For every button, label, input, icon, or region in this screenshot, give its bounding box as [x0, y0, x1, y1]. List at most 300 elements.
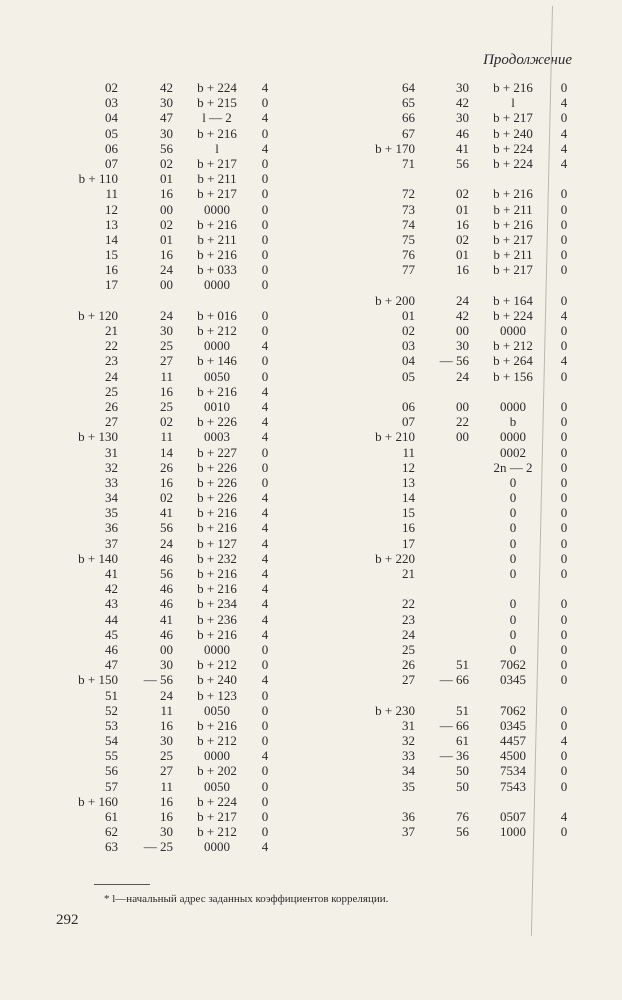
cell-flag: 4 — [560, 809, 568, 824]
cell-opcode: 11 — [160, 702, 173, 718]
cell-opcode: 42 — [456, 95, 469, 111]
cell-operand: 7062 — [500, 702, 526, 718]
table-row — [56, 839, 286, 854]
page-number: 292 — [56, 912, 79, 928]
cell-flag: 0 — [560, 80, 568, 95]
cell-address: b + 140 — [78, 550, 118, 566]
table-row — [357, 126, 577, 141]
cell-opcode: 01 — [456, 247, 469, 263]
cell-opcode: 30 — [160, 733, 173, 749]
cell-flag: 4 — [261, 550, 269, 566]
cell-address: 67 — [402, 125, 415, 141]
cell-operand: 0507 — [500, 809, 526, 824]
cell-address: 32 — [402, 733, 415, 749]
cell-operand: b + 211 — [197, 231, 237, 247]
cell-address: 23 — [105, 353, 118, 369]
cell-operand: b + 202 — [197, 763, 237, 779]
cell-operand: 0000 — [500, 429, 526, 445]
cell-opcode: 41 — [160, 505, 173, 521]
cell-flag: 4 — [560, 733, 568, 749]
cell-address: 47 — [105, 657, 118, 673]
cell-flag: 0 — [261, 155, 269, 171]
cell-address: 21 — [402, 566, 415, 581]
cell-operand: 0003 — [204, 429, 230, 445]
cell-operand: 7543 — [500, 778, 526, 794]
cell-operand: 0002 — [500, 444, 526, 460]
cell-opcode: 16 — [160, 247, 173, 263]
cell-address: b + 160 — [78, 793, 118, 809]
row-gap — [357, 581, 577, 596]
cell-opcode: 56 — [160, 520, 173, 536]
table-row — [56, 809, 286, 824]
cell-address: 31 — [402, 717, 415, 733]
table-row — [357, 414, 577, 429]
cell-address: 32 — [105, 459, 118, 475]
cell-operand: 0000 — [204, 277, 230, 293]
cell-flag: 0 — [560, 338, 568, 354]
cell-operand: b + 216 — [197, 626, 237, 642]
cell-operand: b + 264 — [493, 353, 533, 369]
cell-address: 15 — [402, 505, 415, 521]
cell-operand: 7062 — [500, 657, 526, 673]
cell-opcode: 02 — [160, 414, 173, 430]
cell-flag: 0 — [261, 277, 269, 293]
cell-operand: b + 211 — [197, 171, 237, 187]
cell-operand: 0050 — [204, 368, 230, 384]
cell-flag: 0 — [261, 778, 269, 794]
cell-opcode: 27 — [160, 353, 173, 369]
cell-operand: 0345 — [500, 672, 526, 688]
table-row — [357, 703, 577, 718]
cell-opcode: 56 — [456, 824, 469, 840]
cell-opcode: 46 — [160, 550, 173, 566]
cell-flag: 4 — [261, 338, 269, 354]
cell-opcode: 24 — [160, 687, 173, 703]
cell-opcode: 00 — [456, 323, 469, 338]
table-row — [56, 703, 286, 718]
cell-operand: 0050 — [204, 702, 230, 718]
cell-flag: 0 — [261, 717, 269, 733]
cell-flag: 0 — [560, 596, 568, 612]
cell-operand: b + 156 — [493, 368, 533, 384]
cell-opcode: 30 — [160, 824, 173, 840]
cell-flag: 0 — [560, 429, 568, 445]
table-row — [56, 460, 286, 475]
cell-operand: b + 212 — [197, 733, 237, 749]
cell-address: 14 — [105, 231, 118, 247]
cell-operand: 0345 — [500, 717, 526, 733]
cell-operand: 0 — [509, 535, 517, 551]
cell-operand: b + 227 — [197, 444, 237, 460]
cell-address: 17 — [105, 277, 118, 293]
cell-address: 35 — [402, 778, 415, 794]
table-row — [357, 657, 577, 672]
cell-address: 45 — [105, 626, 118, 642]
cell-address: 56 — [105, 763, 118, 779]
cell-operand: 2n — 2 — [493, 459, 533, 475]
cell-opcode: 14 — [160, 444, 173, 460]
cell-operand: b + 216 — [493, 80, 533, 95]
cell-opcode: 00 — [160, 277, 173, 293]
cell-address: 06 — [105, 140, 118, 156]
cell-address: b + 150 — [78, 672, 118, 688]
cell-opcode: 02 — [160, 216, 173, 232]
cell-address: 25 — [402, 641, 415, 657]
cell-operand: 0 — [509, 626, 517, 642]
cell-address: 74 — [402, 216, 415, 232]
cell-flag: 4 — [261, 383, 269, 399]
cell-flag: 0 — [261, 687, 269, 703]
cell-operand: b + 212 — [493, 338, 533, 354]
table-row — [56, 202, 286, 217]
cell-operand: b + 212 — [197, 657, 237, 673]
cell-flag: 0 — [560, 717, 568, 733]
cell-opcode: 16 — [160, 474, 173, 490]
cell-flag: 4 — [261, 566, 269, 581]
row-gap — [357, 277, 577, 292]
table-row — [357, 156, 577, 171]
cell-operand: b + 216 — [197, 383, 237, 399]
cell-opcode: 56 — [456, 155, 469, 171]
cell-address: 51 — [105, 687, 118, 703]
table-row — [56, 794, 286, 809]
table-row — [357, 186, 577, 201]
cell-opcode: 00 — [456, 398, 469, 414]
cell-operand: 7534 — [500, 763, 526, 779]
cell-opcode: 02 — [456, 186, 469, 202]
cell-opcode: — 56 — [439, 353, 469, 369]
table-row — [357, 338, 577, 353]
cell-address: 46 — [105, 641, 118, 657]
cell-flag: 4 — [261, 748, 269, 764]
table-row — [357, 672, 577, 687]
table-row — [56, 612, 286, 627]
cell-operand: b + 211 — [493, 201, 533, 217]
cell-opcode: 50 — [456, 763, 469, 779]
cell-flag: 0 — [261, 186, 269, 202]
cell-opcode: 51 — [456, 702, 469, 718]
cell-flag: 4 — [261, 414, 269, 430]
cell-opcode: 41 — [456, 140, 469, 156]
cell-address: 12 — [105, 201, 118, 217]
cell-flag: 0 — [261, 702, 269, 718]
cell-opcode: 46 — [160, 596, 173, 612]
cell-address: 04 — [402, 353, 415, 369]
table-row — [357, 399, 577, 414]
cell-opcode: 30 — [456, 110, 469, 126]
table-row — [357, 763, 577, 778]
cell-operand: b + 216 — [197, 216, 237, 232]
table-row — [56, 232, 286, 247]
cell-address: 17 — [402, 535, 415, 551]
cell-address: 63 — [105, 839, 118, 855]
program-table-left — [56, 80, 286, 855]
table-row — [357, 551, 577, 566]
cell-operand: b + 236 — [197, 611, 237, 627]
cell-flag: 0 — [261, 95, 269, 111]
table-row — [56, 247, 286, 262]
table-row — [357, 520, 577, 535]
cell-opcode: 16 — [456, 262, 469, 278]
cell-flag: 4 — [560, 125, 568, 141]
cell-address: 36 — [105, 520, 118, 536]
table-row — [56, 445, 286, 460]
cell-opcode: 61 — [456, 733, 469, 749]
table-row — [357, 445, 577, 460]
cell-address: 37 — [402, 824, 415, 840]
cell-operand: 0 — [509, 550, 517, 566]
cell-operand: 0010 — [204, 398, 230, 414]
cell-flag: 0 — [560, 201, 568, 217]
cell-operand: b + 217 — [493, 231, 533, 247]
cell-operand: 0000 — [204, 748, 230, 764]
cell-operand: b + 216 — [197, 505, 237, 521]
table-row — [56, 323, 286, 338]
cell-address: 11 — [402, 444, 415, 460]
table-row — [56, 399, 286, 414]
table-row — [357, 110, 577, 125]
cell-address: 65 — [402, 95, 415, 111]
cell-address: 05 — [402, 368, 415, 384]
table-row — [56, 171, 286, 186]
cell-flag: 4 — [560, 140, 568, 156]
cell-flag: 0 — [261, 216, 269, 232]
cell-address: 34 — [105, 490, 118, 506]
table-row — [357, 612, 577, 627]
table-row — [56, 505, 286, 520]
table-row — [56, 475, 286, 490]
table-row — [56, 627, 286, 642]
cell-flag: 0 — [560, 505, 568, 521]
cell-opcode: 42 — [456, 307, 469, 323]
cell-address: 54 — [105, 733, 118, 749]
cell-address: 33 — [402, 748, 415, 764]
cell-flag: 0 — [261, 824, 269, 840]
cell-address: 64 — [402, 80, 415, 95]
cell-opcode: 46 — [456, 125, 469, 141]
cell-address: 23 — [402, 611, 415, 627]
cell-operand: b — [509, 414, 517, 430]
cell-address: 03 — [105, 95, 118, 111]
cell-address: b + 230 — [375, 702, 415, 718]
cell-flag: 0 — [560, 824, 568, 840]
table-row — [357, 490, 577, 505]
cell-operand: 4457 — [500, 733, 526, 749]
cell-flag: 0 — [560, 262, 568, 278]
cell-operand: b + 217 — [197, 809, 237, 824]
table-row — [357, 566, 577, 581]
cell-flag: 4 — [560, 155, 568, 171]
cell-flag: 0 — [261, 733, 269, 749]
cell-flag: 0 — [560, 247, 568, 263]
cell-operand: b + 216 — [197, 581, 237, 597]
table-row — [357, 460, 577, 475]
cell-opcode: — 66 — [439, 717, 469, 733]
cell-operand: 0050 — [204, 778, 230, 794]
cell-address: 27 — [402, 672, 415, 688]
cell-operand: b + 211 — [493, 247, 533, 263]
cell-flag: 4 — [261, 581, 269, 597]
table-row — [56, 520, 286, 535]
cell-flag: 0 — [560, 231, 568, 247]
cell-address: 73 — [402, 201, 415, 217]
row-gap — [56, 293, 286, 308]
cell-address: 53 — [105, 717, 118, 733]
cell-address: 25 — [105, 383, 118, 399]
cell-operand: b + 146 — [197, 353, 237, 369]
cell-operand: b + 226 — [197, 459, 237, 475]
table-row — [357, 627, 577, 642]
table-row — [56, 110, 286, 125]
cell-address: b + 210 — [375, 429, 415, 445]
cell-flag: 0 — [560, 414, 568, 430]
cell-opcode: 02 — [160, 155, 173, 171]
cell-flag: 4 — [261, 520, 269, 536]
table-row — [56, 566, 286, 581]
cell-flag: 0 — [261, 201, 269, 217]
cell-operand: b + 033 — [197, 262, 237, 278]
cell-flag: 0 — [560, 566, 568, 581]
cell-operand: b + 224 — [493, 140, 533, 156]
cell-opcode: 30 — [160, 323, 173, 338]
cell-opcode: 56 — [160, 566, 173, 581]
cell-operand: l — [511, 95, 515, 111]
cell-address: 31 — [105, 444, 118, 460]
cell-operand: b + 216 — [197, 566, 237, 581]
table-row — [357, 217, 577, 232]
cell-operand: b + 216 — [493, 186, 533, 202]
cell-address: 14 — [402, 490, 415, 506]
cell-flag: 0 — [560, 535, 568, 551]
cell-flag: 0 — [261, 459, 269, 475]
cell-opcode: 16 — [160, 809, 173, 824]
cell-operand: b + 123 — [197, 687, 237, 703]
cell-operand: 0000 — [500, 323, 526, 338]
cell-flag: 4 — [261, 140, 269, 156]
cell-address: 13 — [105, 216, 118, 232]
cell-operand: b + 217 — [197, 155, 237, 171]
cell-address: 57 — [105, 778, 118, 794]
table-row — [357, 809, 577, 824]
cell-address: 16 — [402, 520, 415, 536]
cell-address: 16 — [105, 262, 118, 278]
cell-opcode: — 56 — [143, 672, 173, 688]
table-row — [357, 505, 577, 520]
row-gap — [357, 384, 577, 399]
cell-opcode: 47 — [160, 110, 173, 126]
table-row — [357, 247, 577, 262]
table-row — [56, 338, 286, 353]
cell-opcode: 11 — [160, 368, 173, 384]
cell-operand: b + 016 — [197, 307, 237, 323]
cell-flag: 0 — [560, 292, 568, 308]
program-table-right — [357, 80, 577, 839]
cell-opcode: 00 — [456, 429, 469, 445]
cell-flag: 4 — [261, 535, 269, 551]
cell-address: 72 — [402, 186, 415, 202]
table-row — [357, 718, 577, 733]
cell-flag: 4 — [261, 611, 269, 627]
cell-operand: b + 217 — [493, 262, 533, 278]
cell-flag: 0 — [261, 353, 269, 369]
cell-address: 52 — [105, 702, 118, 718]
cell-operand: b + 224 — [197, 793, 237, 809]
cell-flag: 0 — [560, 778, 568, 794]
cell-flag: 0 — [261, 247, 269, 263]
cell-address: 33 — [105, 474, 118, 490]
cell-operand: 0 — [509, 566, 517, 581]
table-row — [56, 748, 286, 763]
table-row — [56, 763, 286, 778]
cell-flag: 4 — [560, 353, 568, 369]
cell-operand: 0 — [509, 520, 517, 536]
cell-opcode: 16 — [456, 216, 469, 232]
cell-flag: 0 — [560, 641, 568, 657]
table-row — [56, 490, 286, 505]
table-row — [357, 323, 577, 338]
cell-flag: 0 — [560, 216, 568, 232]
table-row — [56, 657, 286, 672]
row-gap — [357, 688, 577, 703]
cell-operand: b + 234 — [197, 596, 237, 612]
cell-flag: 4 — [261, 429, 269, 445]
cell-flag: 0 — [261, 262, 269, 278]
cell-opcode: 27 — [160, 763, 173, 779]
cell-operand: 0000 — [204, 641, 230, 657]
cell-address: 36 — [402, 809, 415, 824]
table-row — [357, 824, 577, 839]
cell-opcode: 24 — [160, 262, 173, 278]
table-row — [56, 672, 286, 687]
cell-opcode: 42 — [160, 80, 173, 95]
cell-address: 03 — [402, 338, 415, 354]
cell-opcode: 16 — [160, 186, 173, 202]
cell-flag: 0 — [560, 520, 568, 536]
cell-address: 35 — [105, 505, 118, 521]
cell-operand: 0 — [509, 611, 517, 627]
cell-operand: 0 — [509, 596, 517, 612]
cell-operand: b + 212 — [197, 323, 237, 338]
cell-opcode: 25 — [160, 748, 173, 764]
table-row — [357, 202, 577, 217]
cell-flag: 4 — [261, 596, 269, 612]
cell-flag: 0 — [261, 657, 269, 673]
cell-address: 66 — [402, 110, 415, 126]
table-row — [56, 536, 286, 551]
cell-opcode: 30 — [456, 338, 469, 354]
table-row — [56, 186, 286, 201]
cell-flag: 0 — [560, 672, 568, 688]
table-row — [56, 384, 286, 399]
cell-opcode: 30 — [160, 657, 173, 673]
table-row — [56, 353, 286, 368]
cell-operand: 0 — [509, 505, 517, 521]
cell-flag: 0 — [560, 323, 568, 338]
cell-operand: b + 226 — [197, 490, 237, 506]
row-gap — [357, 171, 577, 186]
cell-flag: 4 — [261, 626, 269, 642]
cell-flag: 0 — [560, 398, 568, 414]
cell-operand: 0000 — [500, 398, 526, 414]
cell-flag: 4 — [560, 307, 568, 323]
footnote: * l—начальный адрес заданных коэффициентов корреляции. — [104, 893, 389, 905]
table-row — [56, 824, 286, 839]
cell-opcode: 46 — [160, 581, 173, 597]
cell-address: b + 130 — [78, 429, 118, 445]
cell-flag: 4 — [261, 839, 269, 855]
cell-opcode: 11 — [160, 429, 173, 445]
continuation-label: Продолжение — [483, 52, 572, 68]
